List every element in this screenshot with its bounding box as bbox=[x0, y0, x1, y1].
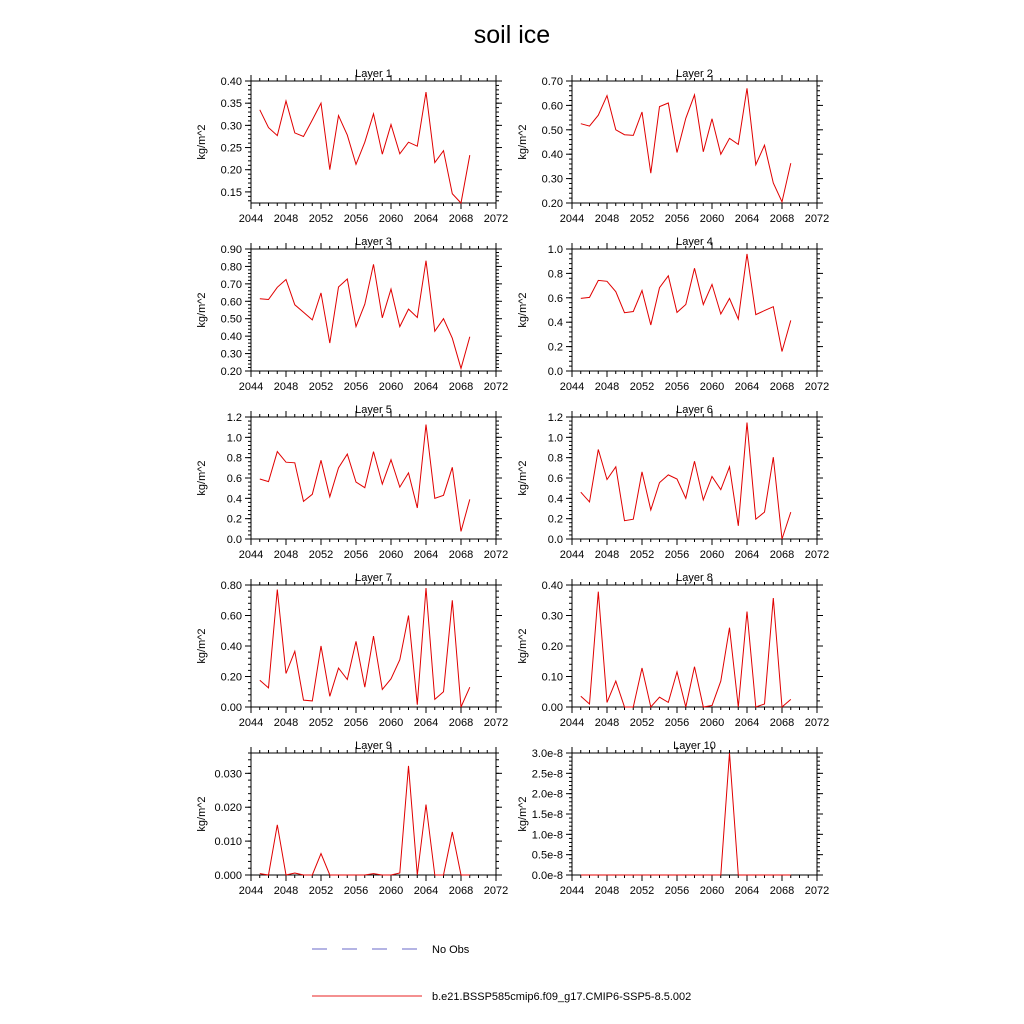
x-tick-label: 2064 bbox=[734, 213, 760, 225]
x-tick-label: 2068 bbox=[769, 381, 795, 393]
x-tick-label: 2048 bbox=[273, 549, 299, 561]
x-tick-label: 2072 bbox=[804, 885, 830, 897]
figure-title: soil ice bbox=[473, 21, 551, 49]
x-tick-label: 2072 bbox=[483, 885, 509, 897]
y-tick-label: 0.90 bbox=[220, 244, 242, 256]
y-axis-label: kg/m^2 bbox=[517, 292, 529, 328]
x-tick-label: 2064 bbox=[734, 549, 760, 561]
x-tick-label: 2056 bbox=[664, 549, 690, 561]
x-tick-label: 2060 bbox=[699, 381, 725, 393]
x-tick-label: 2052 bbox=[308, 717, 334, 729]
y-tick-label: 1.0e-8 bbox=[531, 829, 563, 842]
x-tick-label: 2072 bbox=[804, 717, 830, 729]
y-tick-label: 0.40 bbox=[220, 331, 242, 344]
y-tick-label: 0.00 bbox=[541, 702, 563, 714]
y-tick-label: 0.40 bbox=[220, 641, 242, 653]
x-tick-label: 2072 bbox=[804, 381, 830, 393]
x-tick-label: 2044 bbox=[238, 885, 264, 897]
x-tick-label: 2060 bbox=[378, 549, 404, 561]
y-tick-label: 1.0 bbox=[547, 244, 563, 256]
panel-title: Layer 2 bbox=[676, 68, 713, 80]
y-axis-label: kg/m^2 bbox=[517, 460, 529, 496]
y-tick-label: 0.5e-8 bbox=[531, 849, 563, 862]
x-tick-label: 2048 bbox=[273, 885, 299, 897]
x-tick-label: 2052 bbox=[629, 213, 655, 225]
y-tick-label: 0.030 bbox=[214, 768, 242, 781]
y-tick-label: 0.0 bbox=[547, 366, 563, 378]
y-tick-label: 0.30 bbox=[541, 610, 563, 623]
x-tick-label: 2048 bbox=[594, 549, 620, 561]
x-tick-label: 2060 bbox=[699, 717, 725, 729]
y-tick-label: 0.40 bbox=[220, 76, 242, 88]
x-tick-label: 2064 bbox=[413, 885, 439, 897]
panel-title: Layer 5 bbox=[355, 404, 392, 416]
x-tick-label: 2060 bbox=[378, 381, 404, 393]
panel-title: Layer 10 bbox=[673, 740, 716, 752]
x-tick-label: 2060 bbox=[699, 885, 725, 897]
y-tick-label: 0.8 bbox=[547, 452, 563, 465]
x-tick-label: 2056 bbox=[343, 381, 369, 393]
y-tick-label: 0.2 bbox=[547, 341, 563, 354]
y-tick-label: 0.8 bbox=[226, 452, 242, 465]
x-tick-label: 2048 bbox=[594, 717, 620, 729]
x-tick-label: 2056 bbox=[664, 885, 690, 897]
y-tick-label: 0.30 bbox=[220, 120, 242, 133]
x-tick-label: 2060 bbox=[378, 717, 404, 729]
y-tick-label: 0.60 bbox=[541, 100, 563, 113]
x-tick-label: 2044 bbox=[559, 885, 585, 897]
panel-title: Layer 1 bbox=[355, 68, 392, 80]
y-tick-label: 0.25 bbox=[220, 142, 242, 155]
y-tick-label: 0.80 bbox=[220, 261, 242, 274]
x-tick-label: 2052 bbox=[308, 381, 334, 393]
x-tick-label: 2072 bbox=[804, 213, 830, 225]
x-tick-label: 2052 bbox=[308, 885, 334, 897]
x-tick-label: 2072 bbox=[483, 381, 509, 393]
x-tick-label: 2056 bbox=[664, 381, 690, 393]
x-tick-label: 2048 bbox=[273, 213, 299, 225]
y-tick-label: 0.35 bbox=[220, 98, 242, 111]
x-tick-label: 2044 bbox=[238, 549, 264, 561]
x-tick-label: 2068 bbox=[769, 549, 795, 561]
y-tick-label: 0.0 bbox=[226, 534, 242, 546]
panel-title: Layer 7 bbox=[355, 572, 392, 584]
x-tick-label: 2056 bbox=[343, 549, 369, 561]
y-tick-label: 2.5e-8 bbox=[531, 768, 563, 781]
y-tick-label: 0.6 bbox=[226, 473, 242, 485]
x-tick-label: 2044 bbox=[559, 381, 585, 393]
y-tick-label: 0.60 bbox=[220, 610, 242, 623]
y-axis-label: kg/m^2 bbox=[517, 796, 529, 832]
x-tick-label: 2056 bbox=[664, 213, 690, 225]
y-tick-label: 0.8 bbox=[547, 268, 563, 281]
y-tick-label: 0.6 bbox=[547, 292, 563, 305]
y-tick-label: 0.20 bbox=[220, 671, 242, 684]
legend-label-model: b.e21.BSSP585cmip6.f09_g17.CMIP6-SSP5-8.5.002 bbox=[432, 991, 692, 1003]
y-tick-label: 0.4 bbox=[226, 493, 242, 506]
y-tick-label: 0.40 bbox=[541, 580, 563, 592]
x-tick-label: 2048 bbox=[594, 213, 620, 225]
x-tick-label: 2064 bbox=[413, 213, 439, 225]
x-tick-label: 2052 bbox=[629, 885, 655, 897]
y-tick-label: 1.2 bbox=[226, 412, 242, 424]
y-axis-label: kg/m^2 bbox=[196, 460, 208, 496]
y-tick-label: 2.0e-8 bbox=[531, 788, 563, 801]
y-tick-label: 0.2 bbox=[226, 513, 242, 526]
x-tick-label: 2056 bbox=[343, 213, 369, 225]
x-tick-label: 2052 bbox=[308, 549, 334, 561]
y-tick-label: 0.80 bbox=[220, 580, 242, 592]
y-tick-label: 0.15 bbox=[220, 186, 242, 199]
y-tick-label: 1.0 bbox=[226, 432, 242, 445]
x-tick-label: 2048 bbox=[594, 381, 620, 393]
y-tick-label: 0.000 bbox=[214, 870, 242, 882]
y-tick-label: 0.20 bbox=[541, 198, 563, 210]
y-tick-label: 0.10 bbox=[541, 671, 563, 684]
y-axis-label: kg/m^2 bbox=[196, 628, 208, 664]
y-tick-label: 0.010 bbox=[214, 836, 242, 849]
x-tick-label: 2072 bbox=[483, 717, 509, 729]
x-tick-label: 2068 bbox=[769, 885, 795, 897]
x-tick-label: 2052 bbox=[629, 549, 655, 561]
y-tick-label: 0.4 bbox=[547, 317, 563, 330]
x-tick-label: 2044 bbox=[559, 213, 585, 225]
x-tick-label: 2052 bbox=[629, 381, 655, 393]
x-tick-label: 2060 bbox=[378, 213, 404, 225]
x-tick-label: 2064 bbox=[413, 717, 439, 729]
x-tick-label: 2068 bbox=[448, 381, 474, 393]
y-tick-label: 1.5e-8 bbox=[531, 809, 563, 821]
y-tick-label: 3.0e-8 bbox=[531, 748, 563, 760]
x-tick-label: 2064 bbox=[734, 717, 760, 729]
x-tick-label: 2056 bbox=[664, 717, 690, 729]
y-tick-label: 0.50 bbox=[541, 124, 563, 137]
x-tick-label: 2068 bbox=[769, 213, 795, 225]
x-tick-label: 2068 bbox=[448, 885, 474, 897]
y-tick-label: 0.60 bbox=[220, 296, 242, 309]
x-tick-label: 2072 bbox=[804, 549, 830, 561]
x-tick-label: 2044 bbox=[238, 717, 264, 729]
x-tick-label: 2064 bbox=[413, 549, 439, 561]
panel-title: Layer 6 bbox=[676, 404, 713, 416]
y-axis-label: kg/m^2 bbox=[196, 124, 208, 160]
panel-title: Layer 8 bbox=[676, 572, 713, 584]
y-axis-label: kg/m^2 bbox=[196, 796, 208, 832]
x-tick-label: 2056 bbox=[343, 885, 369, 897]
y-tick-label: 0.70 bbox=[541, 76, 563, 88]
y-tick-label: 0.30 bbox=[220, 348, 242, 361]
x-tick-label: 2044 bbox=[559, 717, 585, 729]
x-tick-label: 2052 bbox=[308, 213, 334, 225]
x-tick-label: 2044 bbox=[238, 213, 264, 225]
x-tick-label: 2064 bbox=[734, 885, 760, 897]
y-tick-label: 1.0 bbox=[547, 432, 563, 445]
y-tick-label: 0.70 bbox=[220, 278, 242, 291]
y-tick-label: 0.2 bbox=[547, 513, 563, 526]
x-tick-label: 2060 bbox=[699, 549, 725, 561]
y-axis-label: kg/m^2 bbox=[517, 124, 529, 160]
panel-title: Layer 3 bbox=[355, 236, 392, 248]
y-axis-label: kg/m^2 bbox=[517, 628, 529, 664]
panel-title: Layer 9 bbox=[355, 740, 392, 752]
x-tick-label: 2064 bbox=[413, 381, 439, 393]
legend-label-no-obs: No Obs bbox=[432, 944, 470, 956]
x-tick-label: 2044 bbox=[238, 381, 264, 393]
y-tick-label: 1.2 bbox=[547, 412, 563, 424]
y-tick-label: 0.4 bbox=[547, 493, 563, 506]
y-tick-label: 0.00 bbox=[220, 702, 242, 714]
x-tick-label: 2048 bbox=[273, 717, 299, 729]
y-tick-label: 0.20 bbox=[220, 164, 242, 177]
y-tick-label: 0.6 bbox=[547, 473, 563, 485]
x-tick-label: 2048 bbox=[273, 381, 299, 393]
x-tick-label: 2068 bbox=[448, 213, 474, 225]
y-tick-label: 0.30 bbox=[541, 173, 563, 186]
x-tick-label: 2064 bbox=[734, 381, 760, 393]
panel-title: Layer 4 bbox=[676, 236, 713, 248]
x-tick-label: 2056 bbox=[343, 717, 369, 729]
y-tick-label: 0.40 bbox=[541, 149, 563, 162]
y-tick-label: 0.20 bbox=[541, 641, 563, 653]
x-tick-label: 2044 bbox=[559, 549, 585, 561]
x-tick-label: 2048 bbox=[594, 885, 620, 897]
x-tick-label: 2068 bbox=[448, 717, 474, 729]
x-tick-label: 2072 bbox=[483, 549, 509, 561]
y-tick-label: 0.020 bbox=[214, 802, 242, 815]
x-tick-label: 2052 bbox=[629, 717, 655, 729]
y-tick-label: 0.0 bbox=[547, 534, 563, 546]
y-tick-label: 0.50 bbox=[220, 313, 242, 326]
y-tick-label: 0.0e-8 bbox=[531, 870, 563, 882]
x-tick-label: 2072 bbox=[483, 213, 509, 225]
x-tick-label: 2068 bbox=[448, 549, 474, 561]
x-tick-label: 2060 bbox=[699, 213, 725, 225]
x-tick-label: 2068 bbox=[769, 717, 795, 729]
y-tick-label: 0.20 bbox=[220, 366, 242, 378]
y-axis-label: kg/m^2 bbox=[196, 292, 208, 328]
x-tick-label: 2060 bbox=[378, 885, 404, 897]
